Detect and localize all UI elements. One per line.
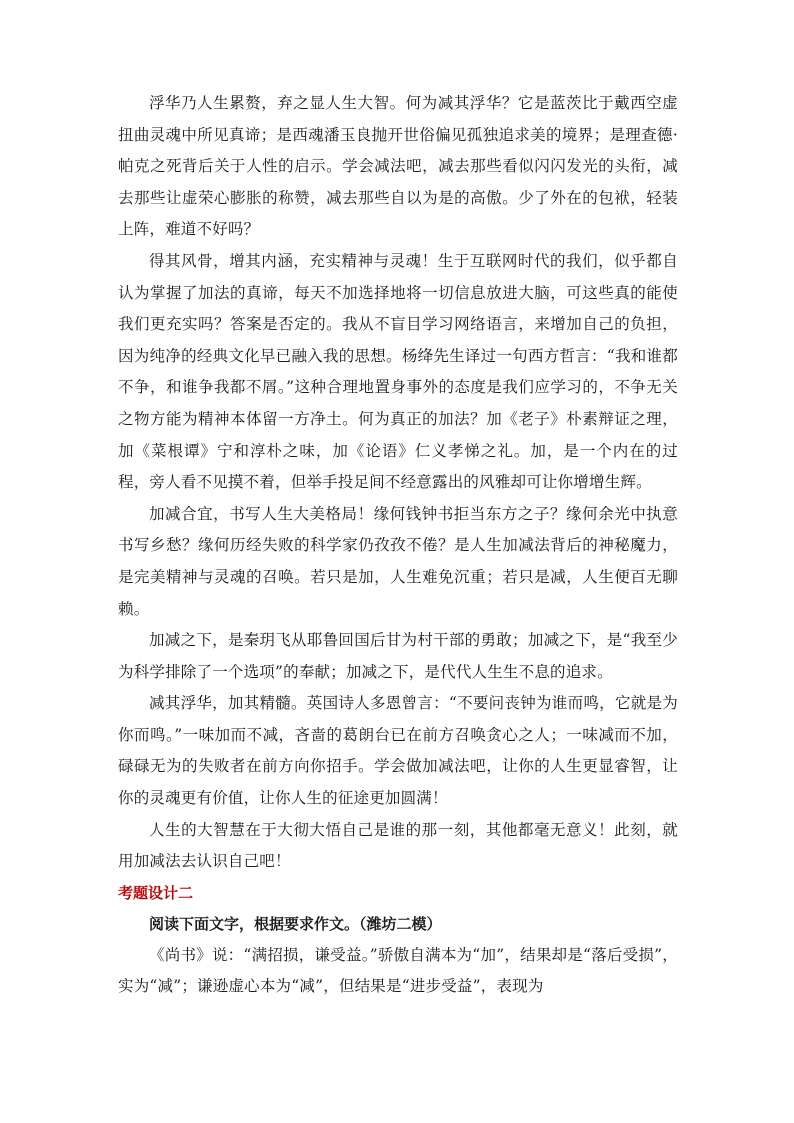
essay-paragraph-2: 得其风骨，增其内涵，充实精神与灵魂！生于互联网时代的我们，似乎都自认为掌握了加法的真谛，每天不加选择地将一切信息放进大脑，可这些真的能使我们更充实吗？答案是否定的。我从不盲目学习网络语言，来增加自己的负担，因为纯净的经典文化早已融入我的思想。杨绛先生译过一句西方哲言：“我和谁都不争，和谁争我都不屑。”这种合理地置身事外的态度是我们应学习的，不争无关之物方能为精神本体留一方净土。何为真正的加法？加《老子》朴素辩证之理，加《菜根谭》宁和淳朴之味，加《论语》仁义孝悌之礼。加，是一个内在的过程，旁人看不见摸不着，但举手投足间不经意露出的风雅却可让你增增生辉。	[118, 251, 678, 492]
essay-paragraph-5: 减其浮华，加其精髓。英国诗人多恩曾言：“不要问丧钟为谁而鸣，它就是为你而鸣。”一味加而不减，吝啬的葛朗台已在前方召唤贪心之人；一味减而不加，碌碌无为的失败者在前方向你招手。学会做加减法吧，让你的人生更显睿智，让你的灵魂更有价值，让你人生的征途更加圆满！	[118, 694, 678, 808]
document-page	[118, 88, 678, 1003]
essay-paragraph-3: 加减合宜，书写人生大美格局！缘何钱钟书拒当东方之子？缘何余光中执意书写乡愁？缘何历经失败的科学家仍孜孜不倦？是人生加减法背后的神秘魔力，是完美精神与灵魂的召唤。若只是加，人生难免沉重；若只是减，人生便百无聊赖。	[118, 504, 678, 618]
essay-paragraph-6: 人生的大智慧在于大彻大悟自己是谁的那一刻，其他都毫无意义！此刻，就用加减法去认识自己吧！	[118, 820, 678, 871]
essay-paragraph-1: 浮华乃人生累赘，弃之显人生大智。何为减其浮华？它是蓝茨比于戴西空虚扭曲灵魂中所见真谛；是西魂潘玉良抛开世俗偏见孤独追求美的境界；是理查德·帕克之死背后关于人性的启示。学会减法吧，减去那些看似闪闪发光的头衔，减去那些让虚荣心膨胀的称赞，减去那些自以为是的高傲。少了外在的包袱，轻装上阵，难道不好吗？	[118, 94, 678, 239]
section-title: 考题设计二	[118, 883, 194, 902]
essay-paragraph-4: 加减之下，是秦玥飞从耶鲁回国后甘为村干部的勇敢；加减之下，是“我至少为科学排除了一个选项”的奉献；加减之下，是代代人生生不息的追求。	[118, 631, 678, 681]
quote-paragraph: 《尚书》说：“满招损，谦受益。”骄傲自满本为“加”，结果却是“落后受损”，实为“减”；谦逊虚心本为“减”，但结果是“进步受益”，表现为	[118, 945, 678, 996]
writing-prompt: 阅读下面文字，根据要求作文。（潍坊二模）	[149, 914, 442, 933]
